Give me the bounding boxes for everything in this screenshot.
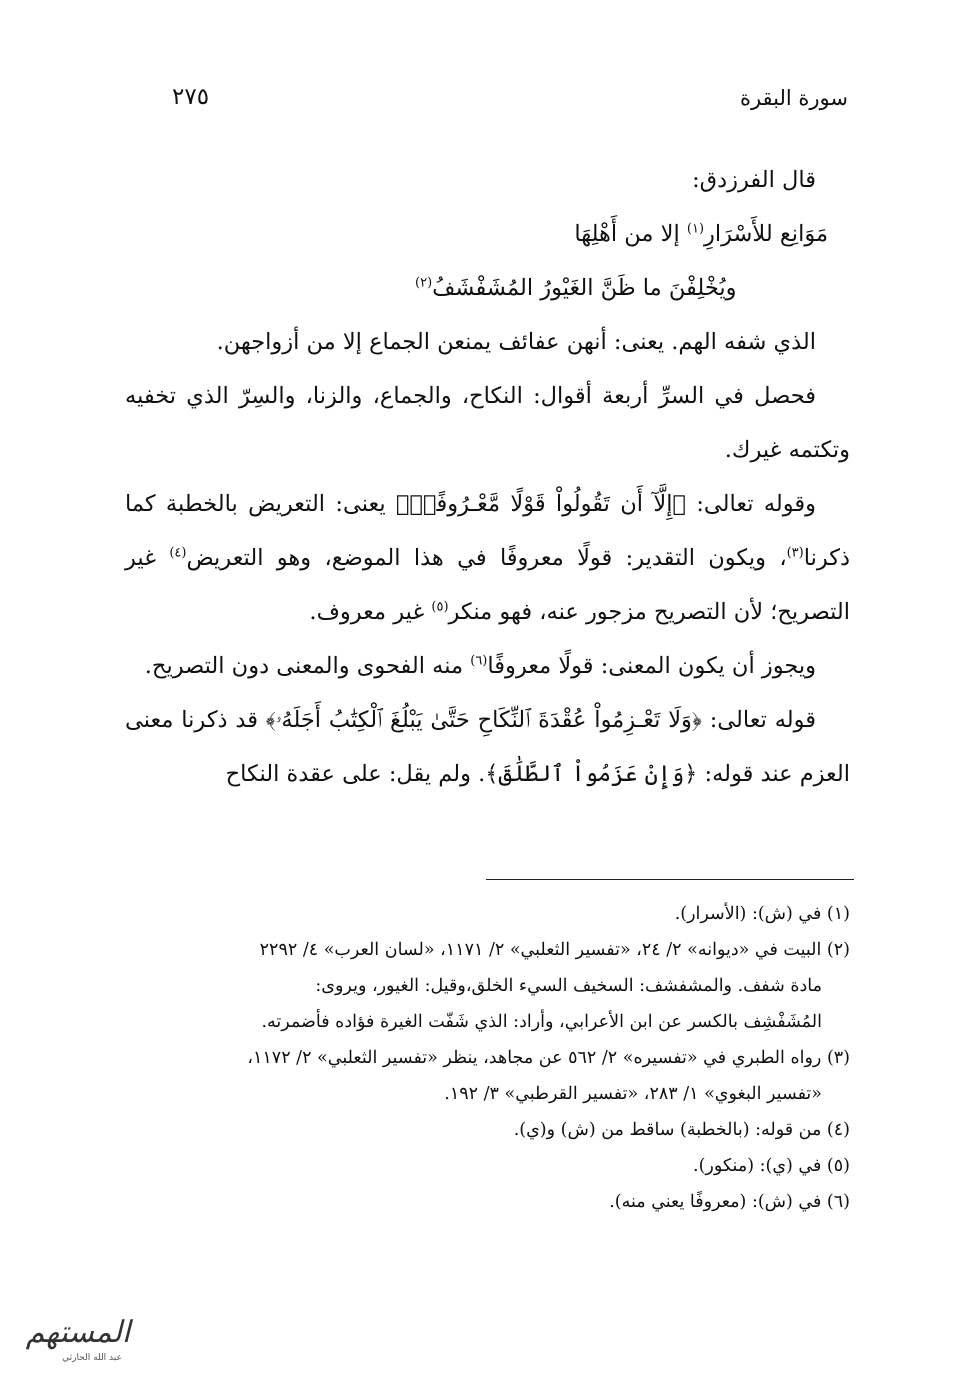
footnote-1: (١) في (ش): (الأسرار).	[674, 904, 850, 924]
footnote-ref-5: (٥)	[431, 599, 449, 615]
paragraph-3	[125, 477, 850, 639]
footnote-3-line-1: (٣) رواه الطبري في «تفسيره» ٢/ ٥٦٢ عن مجاهد، ينظر «تفسير الثعلبي» ٢/ ١١٧٢،	[247, 1048, 850, 1068]
quran-quote-2: ﴿وَلَا تَعْـزِمُواْ عُقْدَةَ ٱلنِّكَاحِ حَتَّىٰ يَبْلُغَ ٱلْكِتَٰبُ أَجَلَهُۥ﴾	[265, 707, 702, 733]
footnote-3-line-2: «تفسير البغوي» ١/ ٢٨٣، «تفسير القرطبي» ٣/ ١٩٢.	[444, 1084, 822, 1104]
p5-lead: قوله تعالى:	[709, 707, 817, 733]
paragraph-2: فحصل في السرِّ أربعة أقوال: النكاح، والجماع، والزنا، والسِرّ الذي تخفيه وتكتمه غيرك.	[125, 383, 850, 463]
footnote-ref-4: (٤)	[169, 545, 187, 561]
footnote-ref-6: (٦)	[470, 653, 488, 669]
poetry-verse-1	[125, 207, 850, 261]
p3-lead: وقوله تعالى:	[696, 491, 816, 517]
paragraph-1: الذي شفه الهم. يعنى: أنهن عفائف يمنعن الجماع إلا من أزواجهن.	[216, 329, 816, 355]
footnote-6: (٦) في (ش): (معروفًا يعني منه).	[609, 1192, 850, 1212]
p4-text-a: ويجوز أن يكون المعنى: قولًا معروفًا	[487, 653, 816, 679]
poetry-verse-2	[125, 261, 850, 315]
verse-2-text: ويُخْلِفْنَ ما ظَنَّ الغَيْورُ المُشَفْشَفُ	[432, 275, 737, 301]
footnotes	[121, 896, 850, 1220]
p5-text-c: . ولم يقل: على عقدة النكاح	[225, 761, 486, 787]
quran-quote-3: ﴿وَإِنْ عَزَمُواْ ٱلطَّلَٰقَ﴾	[485, 761, 698, 787]
main-text	[125, 153, 850, 801]
verse-1-first: مَوَانِع للأَسْرَارِ	[704, 221, 828, 247]
intro-line: قال الفرزدق:	[692, 167, 816, 193]
footnote-2-line-1: (٢) البيت في «ديوانه» ٢/ ٢٤، «تفسير الثعلبي» ٢/ ١١٧١، «لسان العرب» ٤/ ٢٢٩٢	[259, 940, 850, 960]
paragraph-4	[125, 639, 850, 693]
p3-text-c: ، ويكون التقدير: قولًا معروفًا في هذا الموضع، وهو التعريض	[186, 545, 787, 571]
p3-text-e: غير معروف.	[309, 599, 425, 625]
footnote-2-line-3: المُشَفْشِف بالكسر عن ابن الأعرابي، وأراد: الذي شَفّت الغيرة فؤاده فأضمرته.	[261, 1012, 822, 1032]
footnote-4: (٤) من قوله: (بالخطبة) ساقط من (ش) و(ي).	[513, 1120, 850, 1140]
verse-1-end: إلا من أَهْلِهَا	[574, 221, 680, 247]
page-number: ٢٧٥	[172, 84, 210, 110]
footnote-5: (٥) في (ي): (منكور).	[693, 1156, 850, 1176]
footnote-separator	[486, 879, 854, 880]
p3-text-b: يعنى: التعريض بالخطبة كما ذكرنا	[125, 491, 850, 571]
footnote-2-line-2: مادة شفف. والمشفشف: السخيف السيء الخلق،وقيل: الغيور، ويروى:	[315, 976, 822, 996]
p3-text-d: غير التصريح؛ لأن التصريح مزجور عنه، فهو منكر	[125, 545, 850, 625]
quran-quote-1: ﴿إِلَّآ أَن تَقُولُواْ قَوْلًا مَّعْـرُوفًاۚ﴾	[396, 491, 686, 517]
logo-text: المستهم	[25, 1315, 131, 1350]
footnote-ref-3: (٣)	[786, 545, 804, 561]
running-header-surah: سورة البقرة	[739, 86, 848, 110]
footnote-ref-2: (٢)	[415, 275, 433, 291]
p5-text-b: قد ذكرنا معنى العزم عند قوله:	[125, 707, 850, 787]
logo-subtext: عبد الله الحارثي	[62, 1353, 122, 1363]
paragraph-5	[125, 693, 850, 801]
p4-text-b: منه الفحوى والمعنى دون التصريح.	[144, 653, 464, 679]
publisher-logo	[12, 1298, 144, 1368]
footnote-ref-1: (١)	[686, 221, 705, 237]
